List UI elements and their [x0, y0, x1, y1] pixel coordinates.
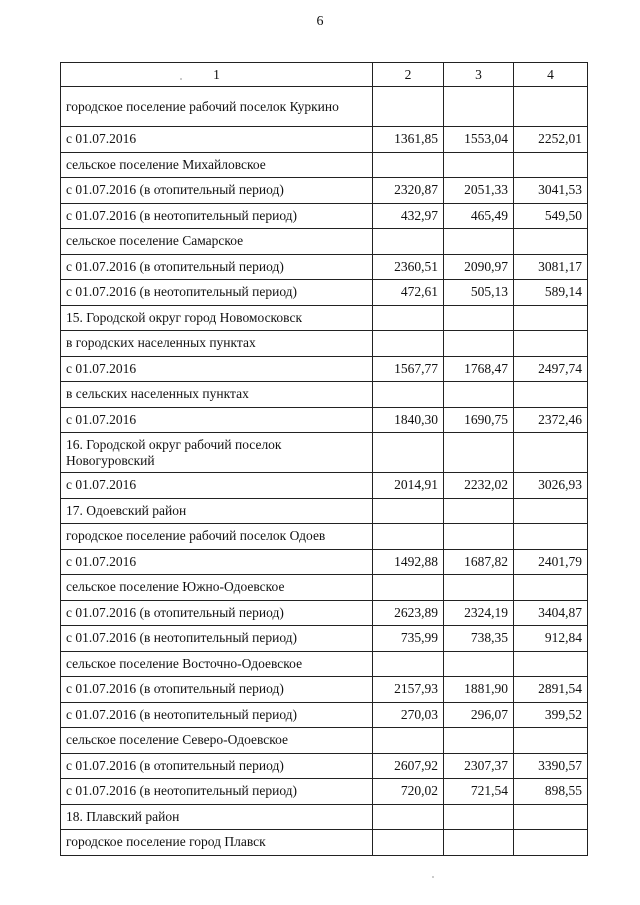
- value-cell-col2: [373, 498, 444, 524]
- value-cell-col4: [514, 651, 588, 677]
- value-cell-col3: [444, 804, 514, 830]
- value-cell-col2: 1492,88: [373, 549, 444, 575]
- row-label-cell: с 01.07.2016 (в неотопительный период): [61, 626, 373, 652]
- value-cell-col3: 2090,97: [444, 254, 514, 280]
- row-label-cell: с 01.07.2016: [61, 473, 373, 499]
- value-cell-col2: 2014,91: [373, 473, 444, 499]
- value-cell-col4: [514, 728, 588, 754]
- table-row: [61, 433, 588, 473]
- table-row: [61, 127, 588, 153]
- value-cell-col3: [444, 433, 514, 473]
- value-cell-col3: [444, 651, 514, 677]
- row-label-cell: с 01.07.2016 (в неотопительный период): [61, 779, 373, 805]
- scan-speck: [180, 78, 182, 80]
- table-row: [61, 549, 588, 575]
- row-label-cell: в городских населенных пунктах: [61, 331, 373, 357]
- value-cell-col2: 432,97: [373, 203, 444, 229]
- value-cell-col4: [514, 305, 588, 331]
- value-cell-col4: 399,52: [514, 702, 588, 728]
- table-row: [61, 87, 588, 127]
- value-cell-col2: [373, 575, 444, 601]
- row-label-cell: 15. Городской округ город Новомосковск: [61, 305, 373, 331]
- value-cell-col4: 2497,74: [514, 356, 588, 382]
- value-cell-col2: [373, 433, 444, 473]
- value-cell-col2: [373, 830, 444, 856]
- value-cell-col3: 1687,82: [444, 549, 514, 575]
- table-header-row: [61, 63, 588, 87]
- tariff-table: [60, 62, 588, 856]
- value-cell-col4: [514, 87, 588, 127]
- value-cell-col3: 296,07: [444, 702, 514, 728]
- row-label-cell: с 01.07.2016: [61, 127, 373, 153]
- value-cell-col4: [514, 152, 588, 178]
- value-cell-col3: [444, 382, 514, 408]
- value-cell-col2: 1567,77: [373, 356, 444, 382]
- value-cell-col4: 589,14: [514, 280, 588, 306]
- row-label-cell: 16. Городской округ рабочий поселок Новогуровский: [61, 433, 373, 473]
- table-row: [61, 651, 588, 677]
- value-cell-col2: [373, 87, 444, 127]
- value-cell-col2: 1361,85: [373, 127, 444, 153]
- value-cell-col2: [373, 651, 444, 677]
- row-label-cell: сельское поселение Восточно-Одоевское: [61, 651, 373, 677]
- table-row: [61, 254, 588, 280]
- value-cell-col4: [514, 498, 588, 524]
- value-cell-col3: 1768,47: [444, 356, 514, 382]
- value-cell-col2: [373, 728, 444, 754]
- value-cell-col2: 2157,93: [373, 677, 444, 703]
- value-cell-col4: 3404,87: [514, 600, 588, 626]
- value-cell-col4: [514, 830, 588, 856]
- table-row: [61, 804, 588, 830]
- table-row: [61, 753, 588, 779]
- row-label-cell: сельское поселение Михайловское: [61, 152, 373, 178]
- table-row: [61, 728, 588, 754]
- table-row: [61, 626, 588, 652]
- column-header-3: 3: [444, 63, 514, 87]
- table-row: [61, 229, 588, 255]
- value-cell-col2: [373, 229, 444, 255]
- value-cell-col2: 2623,89: [373, 600, 444, 626]
- table-row: [61, 600, 588, 626]
- value-cell-col2: 270,03: [373, 702, 444, 728]
- value-cell-col2: [373, 382, 444, 408]
- row-label-cell: с 01.07.2016: [61, 356, 373, 382]
- value-cell-col3: 2051,33: [444, 178, 514, 204]
- value-cell-col2: 735,99: [373, 626, 444, 652]
- table-row: [61, 830, 588, 856]
- row-label-cell: сельское поселение Южно-Одоевское: [61, 575, 373, 601]
- value-cell-col4: 2891,54: [514, 677, 588, 703]
- scan-speck: [432, 876, 434, 878]
- value-cell-col3: 2324,19: [444, 600, 514, 626]
- value-cell-col3: [444, 524, 514, 550]
- row-label-cell: с 01.07.2016 (в неотопительный период): [61, 203, 373, 229]
- table-row: [61, 331, 588, 357]
- value-cell-col4: 2252,01: [514, 127, 588, 153]
- value-cell-col4: [514, 575, 588, 601]
- value-cell-col3: 738,35: [444, 626, 514, 652]
- table-row: [61, 407, 588, 433]
- value-cell-col2: 720,02: [373, 779, 444, 805]
- value-cell-col4: [514, 804, 588, 830]
- value-cell-col3: [444, 229, 514, 255]
- value-cell-col4: [514, 229, 588, 255]
- value-cell-col3: 1881,90: [444, 677, 514, 703]
- value-cell-col2: [373, 331, 444, 357]
- row-label-cell: сельское поселение Самарское: [61, 229, 373, 255]
- row-label-cell: с 01.07.2016: [61, 549, 373, 575]
- value-cell-col3: 465,49: [444, 203, 514, 229]
- value-cell-col4: 3081,17: [514, 254, 588, 280]
- value-cell-col2: [373, 152, 444, 178]
- value-cell-col3: 1553,04: [444, 127, 514, 153]
- row-label-cell: с 01.07.2016 (в неотопительный период): [61, 702, 373, 728]
- value-cell-col3: 2307,37: [444, 753, 514, 779]
- table-row: [61, 152, 588, 178]
- table-row: [61, 702, 588, 728]
- value-cell-col2: 1840,30: [373, 407, 444, 433]
- value-cell-col3: 1690,75: [444, 407, 514, 433]
- value-cell-col2: 2607,92: [373, 753, 444, 779]
- value-cell-col3: [444, 575, 514, 601]
- value-cell-col3: [444, 87, 514, 127]
- table-body: [61, 87, 588, 856]
- value-cell-col3: [444, 152, 514, 178]
- table-row: [61, 575, 588, 601]
- value-cell-col4: 2372,46: [514, 407, 588, 433]
- value-cell-col2: [373, 524, 444, 550]
- column-header-4: 4: [514, 63, 588, 87]
- page-number: 6: [316, 14, 324, 29]
- value-cell-col3: [444, 830, 514, 856]
- row-label-cell: с 01.07.2016 (в неотопительный период): [61, 280, 373, 306]
- value-cell-col4: 3390,57: [514, 753, 588, 779]
- value-cell-col4: 3041,53: [514, 178, 588, 204]
- table-row: [61, 382, 588, 408]
- row-label-cell: с 01.07.2016: [61, 407, 373, 433]
- value-cell-col4: 549,50: [514, 203, 588, 229]
- value-cell-col4: 3026,93: [514, 473, 588, 499]
- value-cell-col4: [514, 331, 588, 357]
- value-cell-col3: 2232,02: [444, 473, 514, 499]
- table-row: [61, 178, 588, 204]
- row-label-cell: городское поселение рабочий поселок Одоев: [61, 524, 373, 550]
- row-label-cell: 17. Одоевский район: [61, 498, 373, 524]
- row-label-cell: с 01.07.2016 (в отопительный период): [61, 178, 373, 204]
- value-cell-col3: [444, 498, 514, 524]
- value-cell-col4: 912,84: [514, 626, 588, 652]
- value-cell-col2: 2360,51: [373, 254, 444, 280]
- value-cell-col3: [444, 331, 514, 357]
- value-cell-col2: 472,61: [373, 280, 444, 306]
- value-cell-col4: 2401,79: [514, 549, 588, 575]
- row-label-cell: в сельских населенных пунктах: [61, 382, 373, 408]
- value-cell-col4: [514, 382, 588, 408]
- value-cell-col3: [444, 305, 514, 331]
- value-cell-col2: [373, 305, 444, 331]
- value-cell-col4: 898,55: [514, 779, 588, 805]
- row-label-cell: 18. Плавский район: [61, 804, 373, 830]
- table-row: [61, 677, 588, 703]
- value-cell-col3: 505,13: [444, 280, 514, 306]
- table-row: [61, 203, 588, 229]
- value-cell-col4: [514, 433, 588, 473]
- value-cell-col3: [444, 728, 514, 754]
- value-cell-col2: 2320,87: [373, 178, 444, 204]
- row-label-cell: с 01.07.2016 (в отопительный период): [61, 600, 373, 626]
- row-label-cell: с 01.07.2016 (в отопительный период): [61, 753, 373, 779]
- table-row: [61, 305, 588, 331]
- table-row: [61, 356, 588, 382]
- value-cell-col3: 721,54: [444, 779, 514, 805]
- row-label-cell: с 01.07.2016 (в отопительный период): [61, 677, 373, 703]
- table-row: [61, 280, 588, 306]
- table-row: [61, 473, 588, 499]
- value-cell-col2: [373, 804, 444, 830]
- table-row: [61, 498, 588, 524]
- table-row: [61, 524, 588, 550]
- row-label-cell: городское поселение город Плавск: [61, 830, 373, 856]
- column-header-1: 1: [61, 63, 373, 87]
- row-label-cell: городское поселение рабочий поселок Куркино: [61, 87, 373, 127]
- table-row: [61, 779, 588, 805]
- row-label-cell: сельское поселение Северо-Одоевское: [61, 728, 373, 754]
- column-header-2: 2: [373, 63, 444, 87]
- row-label-cell: с 01.07.2016 (в отопительный период): [61, 254, 373, 280]
- value-cell-col4: [514, 524, 588, 550]
